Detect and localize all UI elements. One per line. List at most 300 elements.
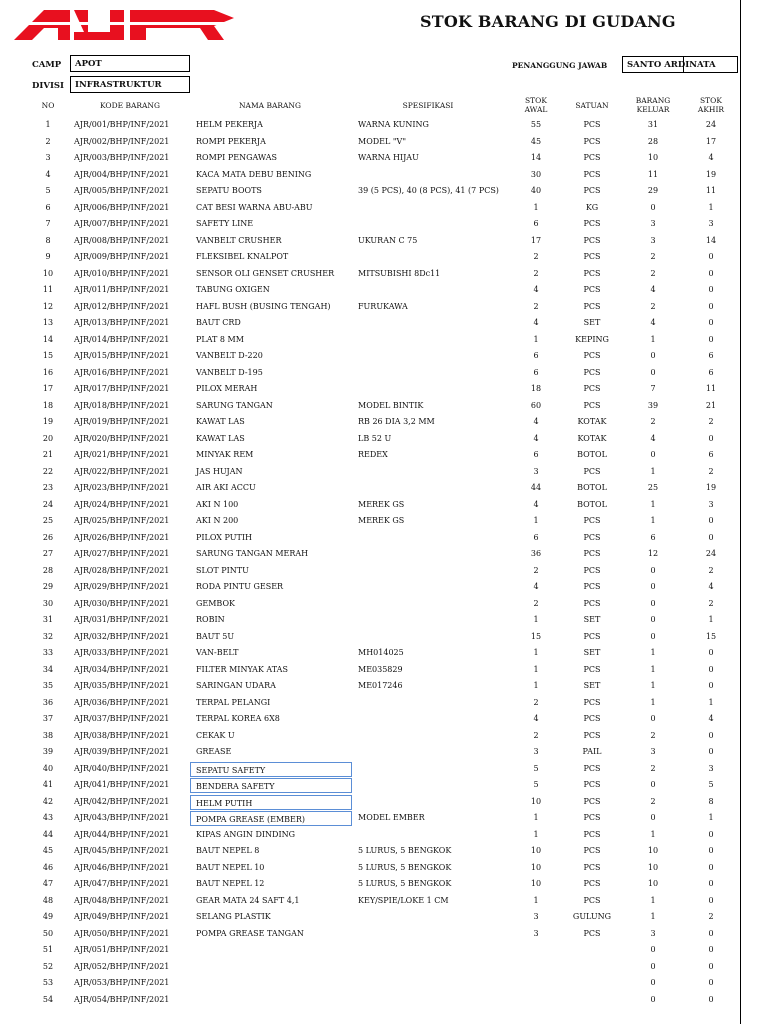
cell-nama-barang: ROMPI PEKERJA (196, 136, 266, 146)
cell-barang-keluar: 28 (647, 136, 659, 146)
cell-kode-barang: AJR/003/BHP/INF/2021 (74, 153, 170, 162)
cell-stok-awal: 2 (533, 697, 539, 707)
cell-kode-barang: AJR/038/BHP/INF/2021 (74, 730, 170, 740)
cell-satuan: PCS (583, 895, 601, 905)
cell-stok-akhir: 6 (708, 351, 714, 360)
cell-kode-barang: AJR/028/BHP/INF/2021 (74, 565, 170, 575)
cell-barang-keluar: 0 (650, 945, 656, 954)
cell-nama-barang: SARUNG TANGAN MERAH (196, 549, 309, 558)
cell-nama-barang: CEKAK U (196, 730, 235, 740)
table-row (0, 926, 740, 943)
cell-kode-barang: AJR/035/BHP/INF/2021 (74, 681, 170, 690)
cell-nama-barang: BAUT NEPEL 10 (196, 862, 265, 872)
cell-nama-barang: BAUT NEPEL 12 (196, 879, 265, 888)
cell-kode-barang: AJR/012/BHP/INF/2021 (74, 301, 170, 311)
table-row (0, 629, 740, 646)
cell-barang-keluar: 0 (650, 367, 656, 377)
table-row (0, 513, 740, 530)
cell-satuan: PCS (583, 928, 601, 938)
cell-stok-awal: 1 (533, 895, 539, 905)
cell-kode-barang: AJR/002/BHP/INF/2021 (74, 136, 170, 146)
cell-stok-awal: 10 (530, 846, 542, 855)
table-row (0, 546, 740, 563)
table-row (0, 431, 740, 448)
table-row (0, 480, 740, 497)
table-row (0, 975, 740, 992)
cell-satuan: PCS (583, 862, 601, 872)
cell-stok-akhir: 0 (708, 994, 714, 1004)
cell-stok-akhir: 2 (708, 565, 714, 575)
table-row (0, 860, 740, 877)
table-row (0, 414, 740, 431)
table-row (0, 909, 740, 926)
cell-stok-akhir: 19 (705, 169, 717, 179)
cell-kode-barang: AJR/036/BHP/INF/2021 (74, 697, 170, 707)
table-row (0, 695, 740, 712)
cell-stok-akhir: 1 (708, 202, 714, 212)
cell-spesifikasi: MITSUBISHI 8Dc11 (358, 268, 441, 278)
cell-satuan: PCS (583, 186, 601, 195)
cell-stok-awal: 1 (533, 615, 539, 624)
cell-stok-akhir: 8 (708, 796, 714, 806)
cell-nama-barang: KAWAT LAS (196, 433, 245, 443)
cell-satuan: PCS (583, 351, 601, 360)
cell-stok-awal: 4 (533, 318, 539, 327)
cell-nama-barang: SELANG PLASTIK (196, 912, 271, 921)
cell-barang-keluar: 29 (647, 186, 659, 195)
cell-no: 47 (42, 879, 54, 888)
cell-stok-awal: 45 (530, 136, 542, 146)
table-row (0, 167, 740, 184)
cell-nama-barang: GEAR MATA 24 SAFT 4,1 (196, 895, 300, 905)
table-row (0, 645, 740, 662)
cell-nama-barang: SLOT PINTU (196, 565, 249, 575)
cell-no: 53 (42, 978, 54, 987)
cell-stok-awal: 1 (533, 681, 539, 690)
cell-satuan: PCS (583, 400, 601, 410)
cell-stok-akhir: 0 (708, 862, 714, 872)
cell-stok-akhir: 11 (705, 384, 717, 393)
cell-nama-barang[interactable]: POMPA GREASE (EMBER) (190, 811, 352, 826)
cell-kode-barang: AJR/034/BHP/INF/2021 (74, 664, 170, 674)
cell-nama-barang: VANBELT D-220 (196, 351, 263, 360)
cell-satuan: PCS (583, 301, 601, 311)
cell-barang-keluar: 1 (650, 829, 656, 839)
cell-satuan: PCS (583, 516, 601, 525)
cell-kode-barang: AJR/021/BHP/INF/2021 (74, 450, 170, 459)
cell-barang-keluar: 4 (650, 318, 656, 327)
cell-no: 27 (42, 549, 54, 558)
cell-stok-akhir: 6 (708, 367, 714, 377)
cell-stok-akhir: 17 (705, 136, 717, 146)
cell-nama-barang: FILTER MINYAK ATAS (196, 664, 288, 674)
cell-stok-akhir: 0 (708, 945, 714, 954)
cell-stok-awal: 2 (533, 268, 539, 278)
cell-kode-barang: AJR/014/BHP/INF/2021 (74, 334, 170, 344)
cell-satuan: KOTAK (577, 417, 607, 426)
cell-nama-barang: ROBIN (196, 615, 225, 624)
cell-nama-barang: JAS HUJAN (196, 466, 243, 476)
cell-barang-keluar: 0 (650, 202, 656, 212)
cell-barang-keluar: 0 (650, 450, 656, 459)
cell-spesifikasi: MODEL BINTIK (358, 400, 424, 410)
cell-no: 2 (45, 136, 51, 146)
cell-barang-keluar: 3 (650, 235, 656, 245)
cell-barang-keluar: 1 (650, 648, 656, 657)
cell-spesifikasi: UKURAN C 75 (358, 235, 418, 245)
cell-stok-awal: 18 (530, 384, 542, 393)
cell-kode-barang: AJR/025/BHP/INF/2021 (74, 516, 170, 525)
cell-no: 45 (42, 846, 54, 855)
cell-stok-akhir: 19 (705, 483, 717, 492)
cell-kode-barang: AJR/047/BHP/INF/2021 (74, 879, 170, 888)
cell-stok-awal: 60 (530, 400, 542, 410)
cell-spesifikasi: LB 52 U (358, 433, 392, 443)
cell-nama-barang: POMPA GREASE TANGAN (196, 928, 304, 938)
cell-satuan: PCS (583, 367, 601, 377)
cell-barang-keluar: 0 (650, 351, 656, 360)
cell-barang-keluar: 2 (650, 268, 656, 278)
table-row (0, 843, 740, 860)
page-title: STOK BARANG DI GUDANG (420, 12, 676, 31)
cell-satuan: SET (583, 615, 601, 624)
cell-barang-keluar: 1 (650, 681, 656, 690)
table-row (0, 315, 740, 332)
cell-stok-akhir: 21 (705, 400, 717, 410)
cell-spesifikasi: 39 (5 PCS), 40 (8 PCS), 41 (7 PCS) (358, 186, 499, 195)
cell-nama-barang: CAT BESI WARNA ABU-ABU (196, 202, 313, 212)
table-row (0, 794, 740, 811)
cell-barang-keluar: 7 (650, 384, 656, 393)
cell-barang-keluar: 31 (647, 120, 659, 129)
cell-stok-awal: 3 (533, 928, 539, 938)
cell-no: 16 (42, 367, 54, 377)
camp-field[interactable]: APOT (70, 55, 190, 72)
cell-satuan: PCS (583, 136, 601, 146)
cell-stok-akhir: 2 (708, 466, 714, 476)
cell-stok-awal: 6 (533, 219, 539, 228)
cell-satuan: PCS (583, 169, 601, 179)
cell-no: 54 (42, 994, 54, 1004)
penanggung-jawab-label: PENANGGUNG JAWAB (512, 61, 608, 70)
camp-label: CAMP (32, 60, 62, 70)
table-row (0, 893, 740, 910)
table-row (0, 711, 740, 728)
table-row (0, 777, 740, 794)
cell-no: 40 (42, 763, 54, 773)
cell-barang-keluar: 0 (650, 615, 656, 624)
cell-no: 51 (42, 945, 54, 954)
cell-kode-barang: AJR/006/BHP/INF/2021 (74, 202, 170, 212)
page-right-border (740, 0, 741, 1024)
table-row (0, 200, 740, 217)
cell-no: 34 (42, 664, 54, 674)
cell-satuan: KG (585, 202, 599, 212)
cell-kode-barang: AJR/004/BHP/INF/2021 (74, 169, 170, 179)
cell-stok-akhir: 0 (708, 285, 714, 294)
cell-no: 41 (42, 780, 54, 789)
table-row (0, 497, 740, 514)
cell-barang-keluar: 2 (650, 796, 656, 806)
divisi-field[interactable]: INFRASTRUKTUR (70, 76, 190, 93)
cell-kode-barang: AJR/046/BHP/INF/2021 (74, 862, 170, 872)
cell-stok-awal: 1 (533, 664, 539, 674)
cell-nama-barang: BAUT CRD (196, 318, 241, 327)
cell-nama-barang: TERPAL PELANGI (196, 697, 271, 707)
cell-kode-barang: AJR/041/BHP/INF/2021 (74, 780, 170, 789)
cell-stok-awal: 4 (533, 285, 539, 294)
cell-no: 38 (42, 730, 54, 740)
cell-kode-barang: AJR/033/BHP/INF/2021 (74, 648, 170, 657)
cell-nama-barang: GREASE (196, 747, 232, 756)
cell-stok-awal: 2 (533, 730, 539, 740)
cell-stok-awal: 3 (533, 912, 539, 921)
cell-satuan: PCS (583, 796, 601, 806)
cell-barang-keluar: 2 (650, 301, 656, 311)
cell-barang-keluar: 0 (650, 994, 656, 1004)
cell-no: 26 (42, 532, 54, 542)
cell-stok-akhir: 14 (705, 235, 717, 245)
cell-kode-barang: AJR/016/BHP/INF/2021 (74, 367, 170, 377)
cell-stok-awal: 2 (533, 252, 539, 261)
cell-satuan: GULUNG (572, 912, 612, 921)
cell-stok-awal: 10 (530, 796, 542, 806)
cell-nama-barang: PLAT 8 MM (196, 334, 244, 344)
cell-stok-awal: 1 (533, 202, 539, 212)
cell-satuan: SET (583, 681, 601, 690)
cell-satuan: PCS (583, 582, 601, 591)
cell-kode-barang: AJR/049/BHP/INF/2021 (74, 912, 170, 921)
cell-kode-barang: AJR/045/BHP/INF/2021 (74, 846, 170, 855)
cell-stok-awal: 6 (533, 532, 539, 542)
cell-stok-awal: 1 (533, 829, 539, 839)
cell-spesifikasi: 5 LURUS, 5 BENGKOK (358, 846, 452, 855)
cell-barang-keluar: 2 (650, 252, 656, 261)
cell-nama-barang: HELM PEKERJA (196, 120, 263, 129)
cell-nama-barang: SENSOR OLI GENSET CRUSHER (196, 268, 335, 278)
cell-stok-awal: 10 (530, 862, 542, 872)
cell-satuan: PCS (583, 730, 601, 740)
cell-satuan: PCS (583, 565, 601, 575)
cell-stok-akhir: 0 (708, 664, 714, 674)
cell-kode-barang: AJR/024/BHP/INF/2021 (74, 499, 170, 509)
table-row (0, 810, 740, 827)
cell-no: 39 (42, 747, 54, 756)
cell-satuan: BOTOL (577, 450, 607, 459)
cell-kode-barang: AJR/010/BHP/INF/2021 (74, 268, 170, 278)
cell-barang-keluar: 1 (650, 912, 656, 921)
cell-no: 33 (42, 648, 54, 657)
table-row (0, 183, 740, 200)
cell-stok-awal: 30 (530, 169, 542, 179)
cell-spesifikasi: REDEX (358, 450, 388, 459)
table-row (0, 447, 740, 464)
col-header-kode: KODE BARANG (100, 101, 160, 110)
cell-stok-akhir: 0 (708, 252, 714, 261)
cell-barang-keluar: 1 (650, 516, 656, 525)
cell-nama-barang[interactable]: HELM PUTIH (190, 795, 352, 810)
cell-kode-barang: AJR/020/BHP/INF/2021 (74, 433, 170, 443)
cell-kode-barang: AJR/008/BHP/INF/2021 (74, 235, 170, 245)
cell-satuan: PCS (583, 549, 601, 558)
cell-stok-akhir: 15 (705, 631, 717, 641)
cell-nama-barang: VANBELT D-195 (196, 367, 263, 377)
cell-stok-awal: 4 (533, 417, 539, 426)
cell-no: 14 (42, 334, 54, 344)
cell-no: 52 (42, 961, 54, 971)
col-header-keluar: BARANG KELUAR (635, 96, 671, 114)
cell-nama-barang: RODA PINTU GESER (196, 582, 284, 591)
cell-barang-keluar: 2 (650, 763, 656, 773)
cell-stok-akhir: 0 (708, 747, 714, 756)
cell-nama-barang: GEMBOK (196, 598, 235, 608)
table-row (0, 662, 740, 679)
penanggung-jawab-field[interactable] (622, 56, 738, 73)
cell-spesifikasi: ME035829 (358, 664, 403, 674)
cell-barang-keluar: 1 (650, 334, 656, 344)
cell-stok-akhir: 0 (708, 301, 714, 311)
cell-no: 15 (42, 351, 54, 360)
cell-nama-barang: HAFL BUSH (BUSING TENGAH) (196, 301, 331, 311)
cell-stok-awal: 1 (533, 648, 539, 657)
cell-barang-keluar: 6 (650, 532, 656, 542)
cell-kode-barang: AJR/001/BHP/INF/2021 (74, 120, 170, 129)
cell-satuan: PCS (583, 235, 601, 245)
cell-nama-barang: TERPAL KOREA 6X8 (196, 714, 280, 723)
cell-barang-keluar: 10 (647, 862, 659, 872)
cell-no: 28 (42, 565, 54, 575)
cell-stok-akhir: 3 (708, 219, 714, 228)
cell-kode-barang: AJR/039/BHP/INF/2021 (74, 747, 170, 756)
cell-stok-awal: 40 (530, 186, 542, 195)
cell-stok-awal: 6 (533, 450, 539, 459)
table-row (0, 942, 740, 959)
cell-nama-barang: MINYAK REM (196, 450, 254, 459)
cell-stok-awal: 55 (530, 120, 542, 129)
cell-barang-keluar: 25 (647, 483, 659, 492)
cell-stok-awal: 5 (533, 763, 539, 773)
cell-stok-akhir: 1 (708, 615, 714, 624)
cell-nama-barang: VANBELT CRUSHER (196, 235, 282, 245)
cell-kode-barang: AJR/052/BHP/INF/2021 (74, 961, 170, 971)
cell-nama-barang: FLEKSIBEL KNALPOT (196, 252, 289, 261)
table-row (0, 348, 740, 365)
cell-barang-keluar: 1 (650, 895, 656, 905)
cell-kode-barang: AJR/054/BHP/INF/2021 (74, 994, 170, 1004)
cell-nama-barang: SEPATU BOOTS (196, 186, 262, 195)
cell-kode-barang: AJR/005/BHP/INF/2021 (74, 186, 170, 195)
cell-nama-barang: KACA MATA DEBU BENING (196, 169, 312, 179)
cell-no: 5 (45, 186, 51, 195)
cell-satuan: KOTAK (577, 433, 607, 443)
cell-nama-barang: AIR AKI ACCU (196, 483, 256, 492)
cell-barang-keluar: 0 (650, 598, 656, 608)
cell-satuan: PCS (583, 532, 601, 542)
cell-stok-awal: 6 (533, 367, 539, 377)
cell-nama-barang: AKI N 200 (196, 516, 239, 525)
cell-satuan: PAIL (582, 747, 602, 756)
cell-satuan: PCS (583, 763, 601, 773)
cell-stok-akhir: 4 (708, 714, 714, 723)
cell-satuan: PCS (583, 631, 601, 641)
cell-nama-barang: KAWAT LAS (196, 417, 245, 426)
cell-nama-barang[interactable]: SEPATU SAFETY (190, 762, 352, 777)
table-row (0, 744, 740, 761)
cell-no: 4 (45, 169, 51, 179)
cell-barang-keluar: 0 (650, 780, 656, 789)
cell-no: 23 (42, 483, 54, 492)
cell-no: 10 (42, 268, 54, 278)
cell-nama-barang: TABUNG OXIGEN (196, 285, 270, 294)
cell-barang-keluar: 0 (650, 961, 656, 971)
cell-spesifikasi: 5 LURUS, 5 BENGKOK (358, 879, 452, 888)
cell-kode-barang: AJR/026/BHP/INF/2021 (74, 532, 170, 542)
cell-barang-keluar: 12 (647, 549, 659, 558)
table-row (0, 596, 740, 613)
cell-satuan: SET (583, 648, 601, 657)
cell-stok-awal: 6 (533, 351, 539, 360)
cell-stok-akhir: 6 (708, 450, 714, 459)
cell-satuan: BOTOL (577, 499, 607, 509)
table-row (0, 612, 740, 629)
cell-spesifikasi: WARNA KUNING (358, 120, 429, 129)
table-row (0, 530, 740, 547)
table-row (0, 381, 740, 398)
table-row (0, 464, 740, 481)
cell-stok-awal: 3 (533, 747, 539, 756)
cell-spesifikasi: MODEL "V" (358, 136, 406, 146)
cell-no: 36 (42, 697, 54, 707)
cell-no: 31 (42, 615, 54, 624)
table-row (0, 678, 740, 695)
table-row (0, 959, 740, 976)
cell-no: 19 (42, 417, 54, 426)
cell-stok-akhir: 0 (708, 928, 714, 938)
cell-satuan: PCS (583, 697, 601, 707)
cell-stok-akhir: 0 (708, 681, 714, 690)
cell-stok-awal: 4 (533, 582, 539, 591)
cell-nama-barang[interactable]: BENDERA SAFETY (190, 778, 352, 793)
ajr-logo (14, 6, 252, 42)
cell-nama-barang: BAUT NEPEL 8 (196, 846, 260, 855)
cell-kode-barang: AJR/053/BHP/INF/2021 (74, 978, 170, 987)
cell-kode-barang: AJR/050/BHP/INF/2021 (74, 928, 170, 938)
cell-barang-keluar: 1 (650, 466, 656, 476)
cell-no: 20 (42, 433, 54, 443)
cell-barang-keluar: 0 (650, 813, 656, 822)
table-row (0, 827, 740, 844)
cell-stok-akhir: 11 (705, 186, 717, 195)
cell-nama-barang: ROMPI PENGAWAS (196, 153, 278, 162)
cell-no: 25 (42, 516, 54, 525)
cell-stok-awal: 4 (533, 714, 539, 723)
cell-barang-keluar: 2 (650, 417, 656, 426)
table-row (0, 117, 740, 134)
cell-barang-keluar: 11 (647, 169, 659, 179)
cell-no: 3 (45, 153, 51, 162)
cell-stok-akhir: 24 (705, 120, 717, 129)
cell-no: 21 (42, 450, 54, 459)
col-header-akhir: STOK AKHIR (697, 96, 725, 114)
cell-nama-barang: PILOX MERAH (196, 384, 258, 393)
cell-kode-barang: AJR/051/BHP/INF/2021 (74, 945, 170, 954)
cell-no: 9 (45, 252, 51, 261)
table-row (0, 134, 740, 151)
cell-stok-akhir: 2 (708, 598, 714, 608)
cell-stok-akhir: 0 (708, 268, 714, 278)
cell-stok-akhir: 0 (708, 648, 714, 657)
cell-no: 13 (42, 318, 54, 327)
